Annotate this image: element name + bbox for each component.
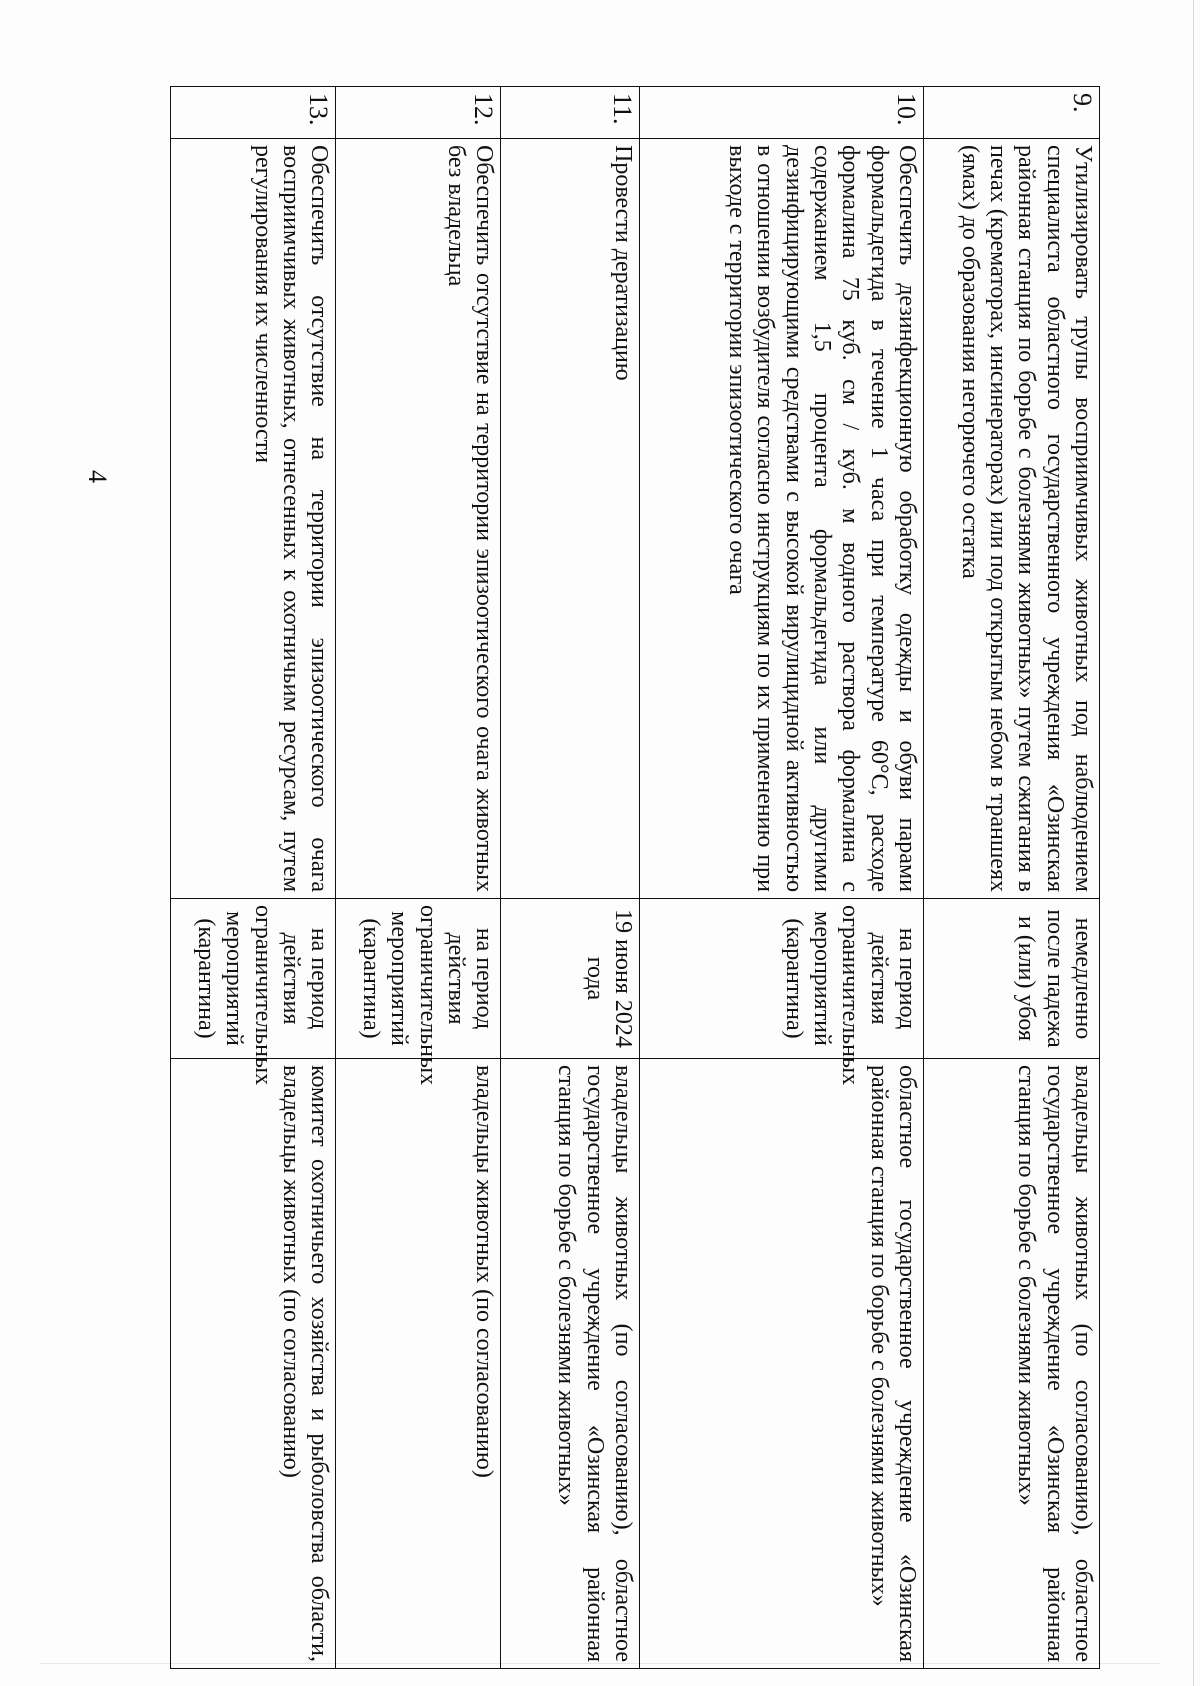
table-row (639, 87, 923, 1669)
row-action: Обеспечить отсутствие на территории эпизоотического очага животных без владельца (336, 139, 501, 899)
row-responsible: владельцы животных (по согласованию) (336, 1059, 501, 1669)
row-number: 12. (336, 87, 501, 139)
row-term: на период действия ограничительных мероприятий (карантина) (336, 899, 501, 1059)
row-action: Утилизировать трупы восприимчивых животных под наблюдением специалиста областного государственного учреждения «Озинская районная станция по борьбе с болезнями животных» путем сжигания в печах (крематорах, инсинераторах) или под открытым небом в траншеях (ямах) до образования негорючего остатка (923, 139, 1099, 899)
row-number: 9. (923, 87, 1099, 139)
row-responsible: владельцы животных (по согласованию), областное государственное учреждение «Озинская районная станция по борьбе с болезнями животных» (501, 1059, 640, 1669)
row-term: 19 июня 2024 года (501, 899, 640, 1059)
row-term: на период действия ограничительных мероприятий (карантина) (171, 899, 336, 1059)
row-responsible: комитет охотничьего хозяйства и рыболовства области, владельцы животных (по согласованию) (171, 1059, 336, 1669)
row-number: 11. (501, 87, 640, 139)
row-responsible: владельцы животных (по согласованию), областное государственное учреждение «Озинская районная станция по борьбе с болезнями животных» (923, 1059, 1099, 1669)
row-term: на период действия ограничительных мероприятий (карантина) (639, 899, 923, 1059)
table-row (501, 87, 640, 1669)
measures-table-rotated (170, 86, 1100, 1668)
row-term: немедленно после падежа и (или) убоя (923, 899, 1099, 1059)
row-action: Обеспечить отсутствие на территории эпизоотического очага восприимчивых животных, отнесенных к охотничьим ресурсам, путем регулирования их численности (171, 139, 336, 899)
table-row (923, 87, 1099, 1669)
row-action: Провести дератизацию (501, 139, 640, 899)
scan-edge (1193, 0, 1194, 1686)
measures-table (170, 86, 1100, 1669)
table-row (171, 87, 336, 1669)
row-action: Обеспечить дезинфекционную обработку одежды и обуви парами формальдегида в течение 1 часа при температуре 60°С, расходе формалина 75 куб. см / куб. м водного раствора формалина с содержанием 1,5 процента формальдегида или другими дезинфицирующими средствами с высокой вирулицидной активностью в отношении возбудителя согласно инструкциям по их применению при выходе с территории эпизоотического очага (639, 139, 923, 899)
row-responsible: областное государственное учреждение «Озинская районная станция по борьбе с болезнями животных» (639, 1059, 923, 1669)
table-row (336, 87, 501, 1669)
page-number: 4 (83, 470, 112, 483)
row-number: 13. (171, 87, 336, 139)
row-number: 10. (639, 87, 923, 139)
